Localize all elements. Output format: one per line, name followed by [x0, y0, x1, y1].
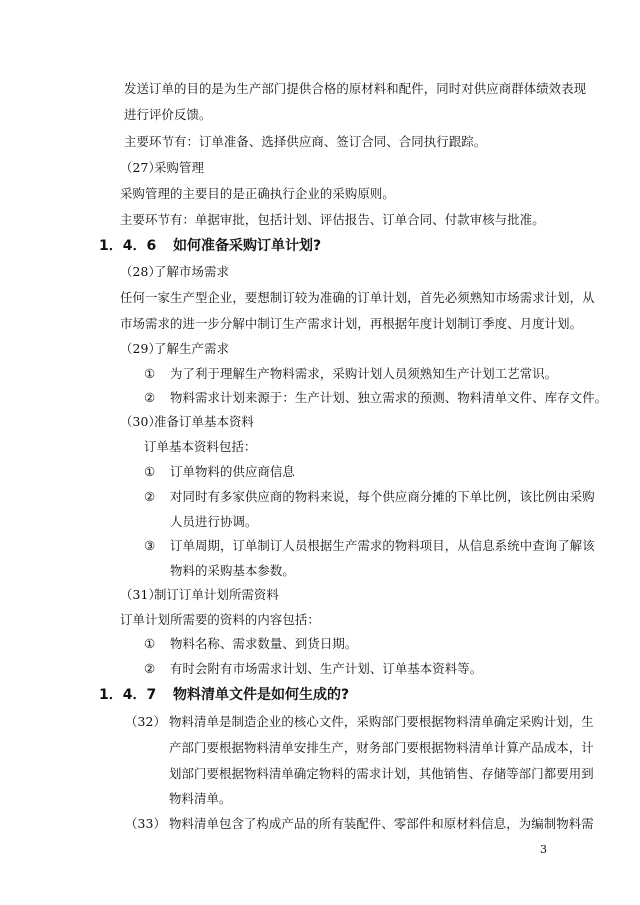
item-text: 物料清单是制造企业的核心文件，采购部门要根据物料清单确定采购计划，生 — [169, 714, 594, 729]
circled-number: ② — [144, 661, 156, 676]
item-text: 为了利于理解生产物料需求，采购计划人员须熟知生产计划工艺常识。 — [170, 366, 558, 381]
item-number: （28） — [120, 264, 161, 279]
item-text: 了解市场需求 — [154, 264, 229, 279]
paragraph-line: 主要环节有：单据审批，包括计划、评估报告、订单合同、付款审核与批准。 — [120, 212, 545, 227]
circled-item — [144, 365, 557, 383]
item-text: 订单周期，订单制订人员根据生产需求的物料项目，从信息系统中查询了解该 — [170, 538, 595, 553]
numbered-item-30 — [120, 413, 254, 431]
heading-title: 如何准备采购订单计划? — [173, 238, 322, 254]
section-heading-1-4-6 — [99, 236, 321, 256]
paragraph-line: 采购管理的主要目的是正确执行企业的采购原则。 — [120, 186, 395, 201]
paragraph-line: 订单计划所需要的资料的内容包括： — [120, 612, 320, 627]
circled-number: ② — [144, 489, 156, 504]
circled-item — [144, 537, 595, 555]
item-number: （32） — [125, 714, 166, 729]
item-number: （30） — [120, 414, 161, 429]
circled-item — [144, 463, 295, 481]
paragraph-line: 订单基本资料包括： — [144, 439, 257, 454]
paragraph-line: 物料清单。 — [169, 791, 232, 806]
circled-number: ① — [144, 464, 156, 479]
numbered-item-32 — [125, 713, 594, 731]
heading-number: 1．4．7 — [99, 687, 157, 703]
circled-item — [144, 660, 482, 678]
circled-number: ② — [144, 390, 156, 405]
item-text: 有时会附有市场需求计划、生产计划、订单基本资料等。 — [170, 661, 483, 676]
item-number: （33） — [125, 816, 166, 831]
numbered-item-33 — [125, 815, 594, 833]
item-text: 物料需求计划来源于：生产计划、独立需求的预测、物料清单文件、库存文件。 — [170, 390, 608, 405]
numbered-item-29 — [120, 340, 229, 358]
paragraph-line: 划部门要根据物料清单确定物料的需求计划，其他销售、存储等部门都要用到 — [169, 766, 594, 781]
numbered-item-27 — [120, 159, 204, 177]
item-text: 订单物料的供应商信息 — [170, 464, 295, 479]
item-text: 对同时有多家供应商的物料来说，每个供应商分摊的下单比例，该比例由采购 — [170, 489, 595, 504]
item-number: （27） — [120, 160, 161, 175]
item-number: （29） — [120, 341, 161, 356]
circled-number: ③ — [144, 538, 156, 553]
item-text: 了解生产需求 — [154, 341, 229, 356]
item-text: 准备订单基本资料 — [154, 414, 254, 429]
paragraph-line: 任何一家生产型企业，要想制订较为准确的订单计划，首先必须熟知市场需求计划，从 — [120, 290, 595, 305]
numbered-item-31 — [120, 586, 279, 604]
item-text: 物料清单包含了构成产品的所有装配件、零部件和原材料信息，为编制物料需 — [169, 816, 594, 831]
page-number: 3 — [540, 843, 547, 856]
heading-title: 物料清单文件是如何生成的? — [173, 687, 350, 703]
paragraph-line: 进行评价反馈。 — [124, 107, 212, 122]
circled-number: ① — [144, 366, 156, 381]
item-number: （31） — [120, 587, 161, 602]
section-heading-1-4-7 — [99, 685, 349, 705]
circled-item — [144, 389, 607, 407]
item-text: 采购管理 — [154, 160, 204, 175]
circled-item — [144, 488, 595, 506]
numbered-item-28 — [120, 263, 229, 281]
item-text: 物料名称、需求数量、到货日期。 — [170, 636, 358, 651]
heading-number: 1．4．6 — [99, 238, 157, 254]
paragraph-line: 发送订单的目的是为生产部门提供合格的原材料和配件，同时对供应商群体绩效表现 — [124, 81, 587, 96]
circled-number: ① — [144, 636, 156, 651]
circled-item — [144, 635, 357, 653]
paragraph-line: 市场需求的进一步分解中制订生产需求计划，再根据年度计划制订季度、月度计划。 — [120, 316, 583, 331]
paragraph-line: 主要环节有：订单准备、选择供应商、签订合同、合同执行跟踪。 — [124, 134, 487, 149]
paragraph-line: 人员进行协调。 — [170, 514, 258, 529]
paragraph-line: 产部门要根据物料清单安排生产，财务部门要根据物料清单计算产品成本，计 — [169, 740, 594, 755]
item-text: 制订订单计划所需资料 — [154, 587, 279, 602]
paragraph-line: 物料的采购基本参数。 — [170, 563, 295, 578]
